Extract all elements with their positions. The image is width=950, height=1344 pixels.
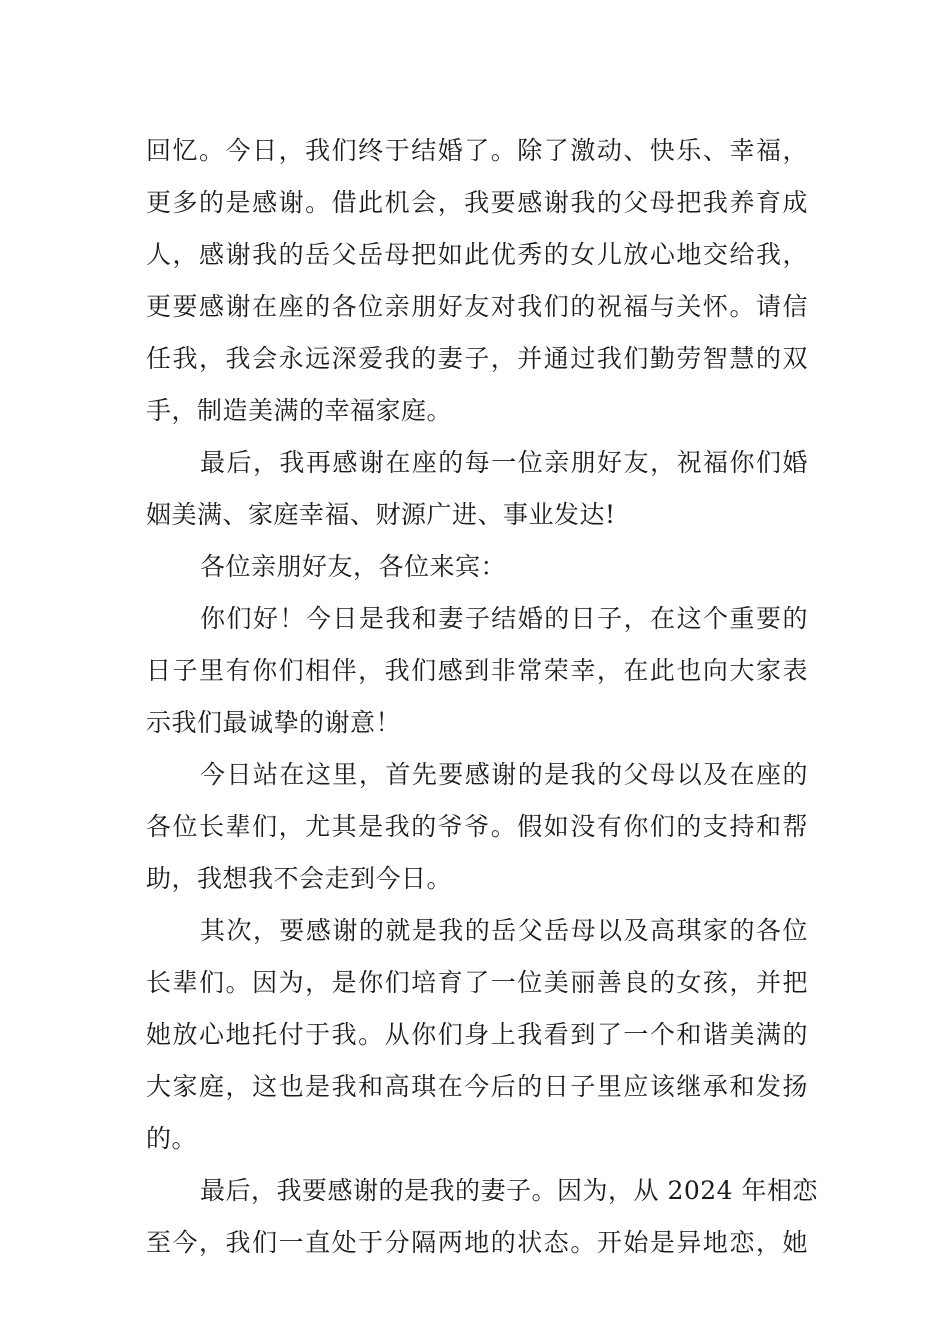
text-line: 长辈们。因为，是你们培育了一位美丽善良的女孩，并把 (146, 968, 808, 997)
text-line: 更要感谢在座的各位亲朋好友对我们的祝福与关怀。请信 (146, 292, 808, 321)
text-line: 的。 (146, 1124, 198, 1153)
text-line: 助，我想我不会走到今日。 (146, 864, 453, 893)
text-line: 各位亲朋好友，各位来宾： (200, 552, 507, 581)
text-line: 示我们最诚挚的谢意！ (146, 708, 402, 737)
text-line: 其次，要感谢的就是我的岳父岳母以及高琪家的各位 (200, 916, 808, 945)
text-line: 回忆。今日，我们终于结婚了。除了激动、快乐、幸福， (146, 136, 808, 165)
text-line: 大家庭，这也是我和高琪在今后的日子里应该继承和发扬 (146, 1072, 808, 1101)
text-line: 姻美满、家庭幸福、财源广进、事业发达! (146, 500, 616, 529)
text-line: 日子里有你们相伴，我们感到非常荣幸，在此也向大家表 (146, 656, 808, 685)
text-line: 人，感谢我的岳父岳母把如此优秀的女儿放心地交给我， (146, 240, 808, 269)
text-line: 各位长辈们，尤其是我的爷爷。假如没有你们的支持和帮 (146, 812, 808, 841)
text-line: 至今，我们一直处于分隔两地的状态。开始是异地恋，她 (146, 1228, 808, 1257)
text-line: 她放心地托付于我。从你们身上我看到了一个和谐美满的 (146, 1020, 808, 1049)
text-line: 最后，我要感谢的是我的妻子。因为，从 2024 年相恋 (200, 1176, 819, 1205)
text-line: 今日站在这里，首先要感谢的是我的父母以及在座的 (200, 760, 808, 789)
text-line: 最后，我再感谢在座的每一位亲朋好友，祝福你们婚 (200, 448, 808, 477)
document-body (146, 125, 819, 1269)
text-line: 更多的是感谢。借此机会，我要感谢我的父母把我养育成 (146, 188, 808, 217)
text-line: 任我，我会永远深爱我的妻子，并通过我们勤劳智慧的双 (146, 344, 808, 373)
text-line: 手，制造美满的幸福家庭。 (146, 396, 453, 425)
text-line: 你们好！今日是我和妻子结婚的日子，在这个重要的 (200, 604, 808, 633)
